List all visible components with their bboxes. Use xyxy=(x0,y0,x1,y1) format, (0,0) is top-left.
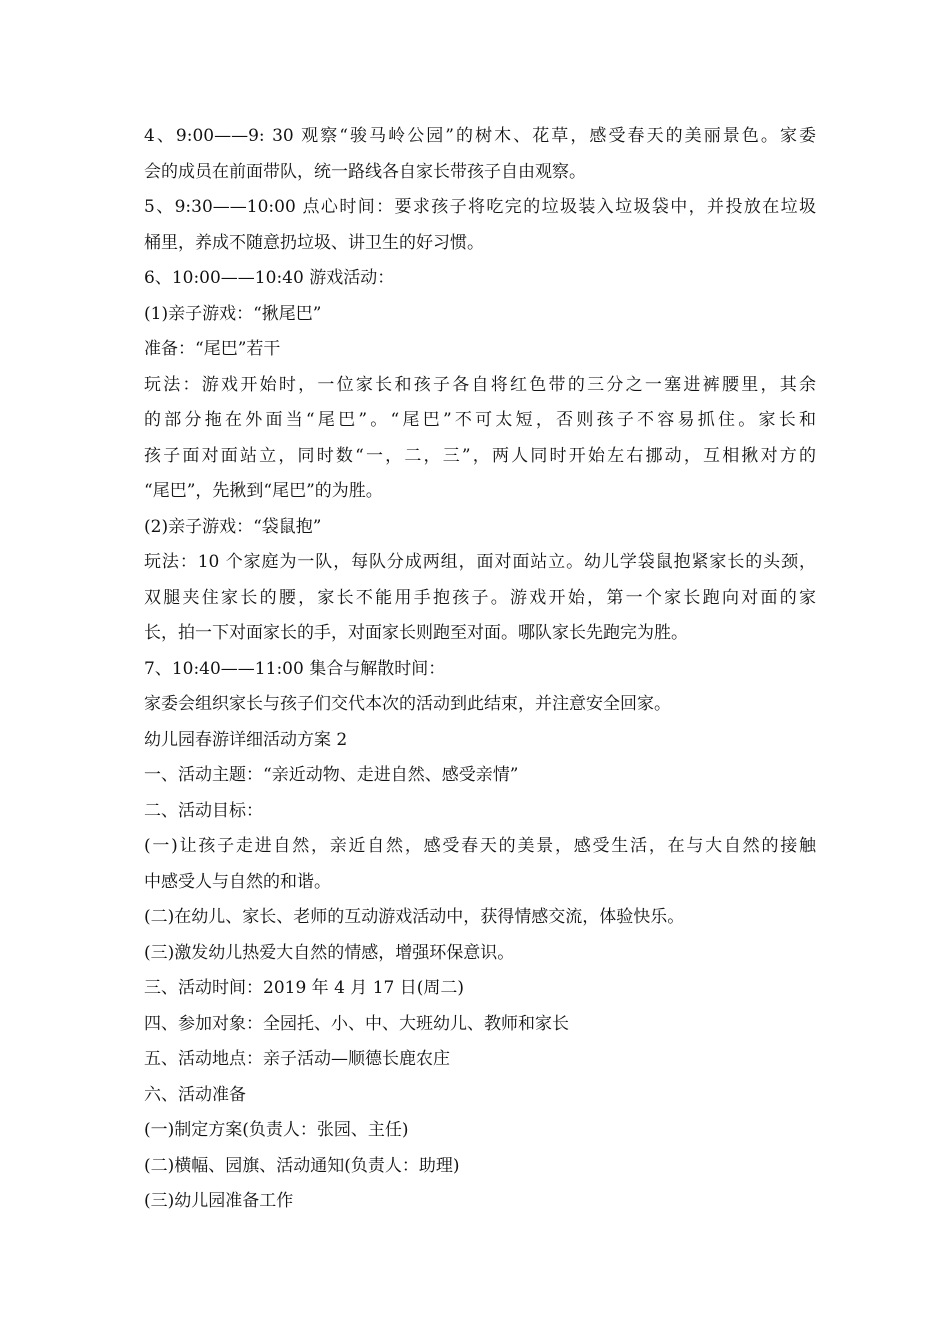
text-line: (2)亲子游戏：“袋鼠抱” xyxy=(144,516,322,537)
text-line: 五、活动地点：亲子活动—顺德长鹿农庄 xyxy=(144,1049,450,1069)
text-line: 三、活动时间：2019 年 4 月 17 日(周二) xyxy=(144,978,464,998)
text-line: 家委会组织家长与孩子们交代本次的活动到此结束，并注意安全回家。 xyxy=(144,694,671,714)
text-line: 5、9:30——10:00 点心时间：要求孩子将吃完的垃圾装入垃圾袋中，并投放在垃圾 xyxy=(144,197,816,217)
text-line: (三)幼儿园准备工作 xyxy=(144,1191,294,1211)
text-line: 幼儿园春游详细活动方案 2 xyxy=(144,729,348,750)
document-body xyxy=(144,119,816,1220)
text-line: 双腿夹住家长的腰，家长不能用手抱孩子。游戏开始，第一个家长跑向对面的家 xyxy=(144,587,816,608)
text-line: 桶里，养成不随意扔垃圾、讲卫生的好习惯。 xyxy=(144,232,484,253)
text-line: (一)让孩子走进自然，亲近自然，感受春天的美景，感受生活，在与大自然的接触 xyxy=(144,836,816,856)
text-line: (二)在幼儿、家长、老师的互动游戏活动中，获得情感交流，体验快乐。 xyxy=(144,907,685,927)
text-line: 玩法：10 个家庭为一队，每队分成两组，面对面站立。幼儿学袋鼠抱紧家长的头颈， xyxy=(144,552,816,572)
text-line: 二、活动目标： xyxy=(144,800,263,821)
text-line: 4、9:00——9: 30 观察“骏马岭公园”的树木、花草，感受春天的美丽景色。家委 xyxy=(144,126,816,146)
text-line: (二)横幅、园旗、活动通知(负责人：助理) xyxy=(144,1155,460,1176)
text-line: “尾巴”，先揪到“尾巴”的为胜。 xyxy=(144,481,383,501)
text-line: 六、活动准备 xyxy=(144,1084,246,1105)
text-line: 中感受人与自然的和谐。 xyxy=(144,871,331,892)
text-line: (1)亲子游戏：“揪尾巴” xyxy=(144,303,322,324)
text-line: 会的成员在前面带队，统一路线各自家长带孩子自由观察。 xyxy=(144,161,586,182)
text-line: 7、10:40——11:00 集合与解散时间： xyxy=(144,658,446,679)
text-line: (三)激发幼儿热爱大自然的情感，增强环保意识。 xyxy=(144,942,515,963)
text-line: 的部分拖在外面当“尾巴”。“尾巴”不可太短，否则孩子不容易抓住。家长和 xyxy=(144,410,816,430)
text-line: (一)制定方案(负责人：张园、主任) xyxy=(144,1120,409,1140)
text-line: 长，拍一下对面家长的手，对面家长则跑至对面。哪队家长先跑完为胜。 xyxy=(144,623,688,643)
text-line: 6、10:00——10:40 游戏活动： xyxy=(144,268,395,288)
text-line: 一、活动主题：“亲近动物、走进自然、感受亲情” xyxy=(144,765,519,785)
text-line: 四、参加对象：全园托、小、中、大班幼儿、教师和家长 xyxy=(144,1013,569,1034)
text-line: 准备：“尾巴”若干 xyxy=(144,339,281,359)
text-line: 孩子面对面站立，同时数“一，二，三”，两人同时开始左右挪动，互相揪对方的 xyxy=(144,445,816,466)
text-line: 玩法：游戏开始时，一位家长和孩子各自将红色带的三分之一塞进裤腰里，其余 xyxy=(144,374,816,395)
